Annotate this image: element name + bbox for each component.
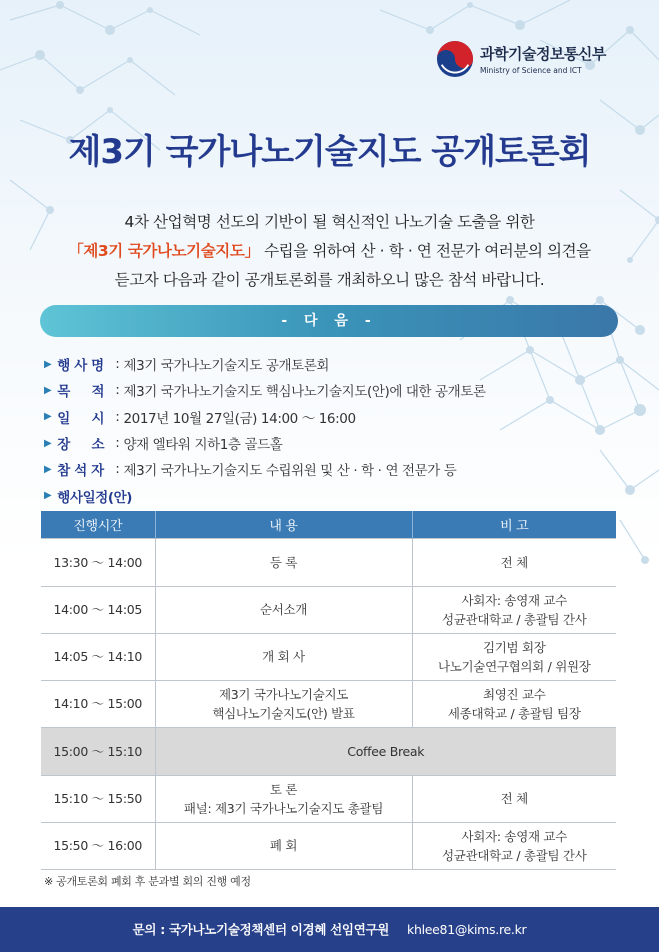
cell-coffee-break: Coffee Break — [155, 727, 616, 775]
intro-line-2-rest: 수립을 위하여 산 · 학 · 연 전문가 여러분의 의견을 — [259, 242, 591, 260]
cell-note — [412, 680, 616, 727]
colon-separator: : — [115, 356, 120, 373]
colon-separator: : — [115, 435, 120, 452]
schedule-table — [41, 511, 616, 870]
cell-time: 14:10 ～ 15:00 — [41, 680, 155, 727]
colon-separator: : — [115, 408, 120, 425]
table-row-break — [41, 727, 616, 775]
info-value: 제3기 국가나노기술지도 공개토론회 — [123, 358, 330, 375]
info-row-purpose — [44, 377, 624, 403]
info-value: 제3기 국가나노기술지도 수립위원 및 산 · 학 · 연 전문가 등 — [123, 463, 457, 480]
triangle-bullet-icon: ▶ — [44, 463, 52, 475]
triangle-bullet-icon: ▶ — [44, 437, 52, 449]
colon-separator: : — [115, 461, 120, 478]
triangle-bullet-icon: ▶ — [44, 358, 52, 370]
info-value: 양재 엘타워 지하1층 골드홀 — [123, 437, 283, 454]
info-label: 장 소 — [57, 437, 105, 454]
page-title: 제3기 국가나노기술지도 공개토론회 — [68, 132, 591, 172]
triangle-bullet-icon: ▶ — [44, 384, 52, 396]
logo-korean-name: 과학기술정보통신부 — [480, 45, 606, 63]
table-row — [41, 822, 616, 869]
info-row-datetime — [44, 404, 624, 430]
info-row-schedule-title — [44, 482, 624, 508]
table-row — [41, 775, 616, 822]
table-row — [41, 586, 616, 633]
info-value: 2017년 10월 27일(금) 14:00 ～ 16:00 — [123, 410, 356, 427]
cell-time: 14:05 ～ 14:10 — [41, 633, 155, 680]
content-sub-line: 핵심나노기술지도(안) 발표 — [212, 705, 355, 721]
info-label: 목 적 — [57, 384, 105, 401]
intro-line-2 — [0, 237, 659, 266]
schedule-title: 행사일정(안) — [57, 489, 133, 506]
cell-time: 15:10 ～ 15:50 — [41, 775, 155, 822]
cell-content — [155, 680, 412, 727]
cell-content: 순서소개 — [155, 586, 412, 633]
table-row — [41, 538, 616, 586]
event-info-list — [44, 351, 624, 509]
contact-email[interactable]: khlee81@kims.re.kr — [407, 922, 527, 937]
cell-note: 전 체 — [412, 775, 616, 822]
header-content: 내 용 — [155, 511, 412, 538]
content-line: 토 론 — [269, 781, 298, 797]
info-row-attendees — [44, 456, 624, 482]
triangle-bullet-icon: ▶ — [44, 490, 52, 502]
taegeuk-logo-icon — [436, 40, 474, 78]
note-line: 사회자: 송영재 교수 — [461, 592, 567, 608]
cell-note — [412, 822, 616, 869]
colon-separator: : — [115, 382, 120, 399]
content-sub-line: 패널: 제3기 국가나노기술지도 총괄팀 — [183, 800, 384, 816]
info-value: 제3기 국가나노기술지도 핵심나노기술지도(안)에 대한 공개토론 — [123, 384, 486, 401]
cell-content: 개 회 사 — [155, 633, 412, 680]
cell-content: 등 록 — [155, 538, 412, 586]
contact-footer — [0, 907, 659, 952]
info-label: 행 사 명 — [57, 358, 104, 375]
note-sub-line: 성균관대학교 / 총괄팀 간사 — [442, 611, 587, 627]
note-sub-line: 나노기술연구협의회 / 위원장 — [437, 658, 591, 674]
info-row-venue — [44, 430, 624, 456]
cell-note — [412, 586, 616, 633]
cell-time: 14:00 ～ 14:05 — [41, 586, 155, 633]
header-note: 비 고 — [412, 511, 616, 538]
logo-english-name: Ministry of Science and ICT — [480, 66, 582, 75]
intro-highlight: 「제3기 국가나노기술지도」 — [68, 242, 260, 260]
note-sub-line: 세종대학교 / 총괄팀 팀장 — [447, 705, 581, 721]
note-line: 사회자: 송영재 교수 — [461, 828, 567, 844]
note-line: 김기범 회장 — [482, 639, 546, 655]
cell-note — [412, 633, 616, 680]
intro-line-1: 4차 산업혁명 선도의 기반이 될 혁신적인 나노기술 도출을 위한 — [124, 213, 535, 231]
content-line: 제3기 국가나노기술지도 — [218, 686, 349, 702]
footnote: ※ 공개토론회 폐회 후 분과별 회의 진행 예정 — [44, 875, 251, 888]
note-line: 최영진 교수 — [482, 686, 546, 702]
contact-text: 문의 : 국가나노기술정책센터 이경혜 선임연구원 — [132, 922, 390, 937]
intro-text — [0, 208, 659, 295]
note-sub-line: 성균관대학교 / 총괄팀 간사 — [442, 847, 587, 863]
cell-time: 15:00 ～ 15:10 — [41, 727, 155, 775]
info-label: 참 석 자 — [57, 463, 104, 480]
cell-note: 전 체 — [412, 538, 616, 586]
cell-content — [155, 775, 412, 822]
triangle-bullet-icon: ▶ — [44, 411, 52, 423]
section-label-banner: - 다 음 - — [40, 305, 618, 337]
ministry-logo — [436, 40, 606, 78]
cell-time: 15:50 ～ 16:00 — [41, 822, 155, 869]
info-row-event-name — [44, 351, 624, 377]
table-row — [41, 633, 616, 680]
header-time: 진행시간 — [41, 511, 155, 538]
table-row — [41, 680, 616, 727]
info-label: 일 시 — [57, 410, 105, 427]
cell-time: 13:30 ～ 14:00 — [41, 538, 155, 586]
cell-content: 폐 회 — [155, 822, 412, 869]
intro-line-3: 듣고자 다음과 같이 공개토론회를 개최하오니 많은 참석 바랍니다. — [114, 271, 545, 289]
table-header-row — [41, 511, 616, 538]
